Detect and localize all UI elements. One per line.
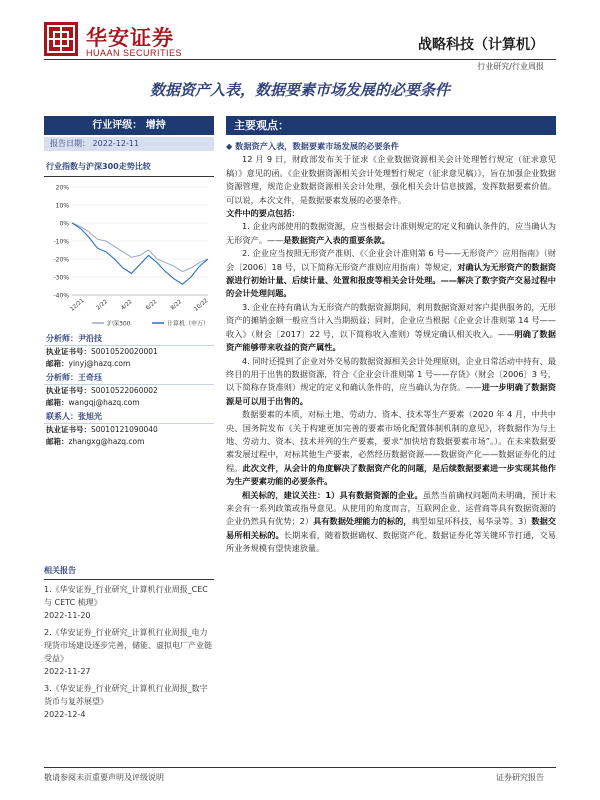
analyst-label: 分析师： (46, 334, 78, 343)
contact-name-row (44, 409, 214, 424)
y-tick-label: -20% (53, 256, 69, 264)
chart-title: 行业指数与沪深300走势比较 (46, 162, 151, 171)
email-link[interactable]: zhangxg@hazq.com (68, 437, 145, 446)
y-tick-label: 20% (55, 184, 69, 192)
paragraph-recommendations (226, 489, 556, 556)
cert-label: 执业证书号： (46, 425, 91, 434)
point-1-text: 1. 企业内部使用的数据资源，应当根据会计准则规定的定义和确认条件的，应当确认为无形资产。—— (226, 221, 556, 245)
report-date (44, 137, 214, 151)
related-report-text[interactable]: 2.《华安证券_行业研究_计算机行业周报_电力现货市场建设逐步完善，储能、虚拟电厂产业链受益》 (44, 628, 212, 663)
related-report-item[interactable] (44, 682, 214, 721)
related-reports-list (44, 583, 214, 725)
report-date-label: 报告日期： (50, 139, 90, 148)
analyst-section (44, 331, 214, 448)
related-report-item[interactable] (44, 583, 214, 622)
email-label: 邮箱： (46, 437, 69, 446)
related-report-date: 2022-12-4 (44, 710, 86, 719)
x-tick-label: 12/21 (69, 297, 86, 313)
points-subhead (226, 207, 556, 220)
paragraph-intro: 12 月 9 日，财政部发布关于征求《企业数据资源相关会计处理暂行规定（征求意见稿）》意见的函。《企业数据资源相关会计处理暂行规定（征求意见稿）》，旨在加强企业数据资源管理，规范企业数据资源相关会计处理，强化相关会计信息披露，发挥数据要素价值。可以说，本次文件，是数据要素发展的必要条件。 (226, 154, 556, 205)
paragraph-data-elements-emphasis: 此次文件，从会计的角度解决了数据资产化的问题，是后续数据要素进一步实现其他作为生产要素功能的必要条件。 (226, 462, 556, 487)
cert-number: S0010121090040 (91, 425, 158, 434)
analyst-name: 尹沿技 (78, 334, 102, 343)
point-3-emphasis: 明确了数据资产能够带来收益的资产属性。 (226, 328, 556, 353)
contact-email (44, 436, 214, 448)
report-body (226, 140, 556, 556)
point-1-emphasis: 是数据资产入表的重要条款。 (283, 234, 390, 245)
logo-text-cn: 华安证券 (86, 25, 174, 50)
point-3 (226, 301, 556, 355)
paragraph-data-elements (226, 408, 556, 488)
legend-label: 计算机（申万） (167, 320, 210, 328)
contact-name: 张旭光 (78, 412, 102, 421)
x-tick-label: 10/22 (193, 297, 210, 313)
point-1 (226, 220, 556, 247)
contact-label: 联系人： (46, 412, 78, 421)
industry-rating: 行业评级： 增持 (44, 116, 214, 135)
analyst-1-cert (44, 346, 214, 358)
footer-disclaimer: 敬请参阅末页重要声明及评级说明 (44, 773, 164, 782)
y-tick-label: -10% (53, 238, 69, 246)
email-link[interactable]: yinyj@hazq.com (68, 359, 131, 368)
rec-1: 具有数据资源的企业。 (339, 489, 423, 500)
x-tick-label: 2/22 (95, 298, 109, 312)
diamond-bullet-icon: ◆ (226, 141, 236, 151)
header-subtitle: 行业研究/行业周报 (477, 62, 544, 71)
series-line-1 (72, 223, 208, 284)
related-report-text[interactable]: 3.《华安证券_行业研究_计算机行业周报_数字货币与复苏展望》 (44, 684, 208, 706)
point-4 (226, 355, 556, 409)
bullet-title: 数据资产入表，数据要素市场发展的必要条件 (235, 141, 399, 151)
point-4-text: 4. 同时还提到了企业对外交易的数据资源相关会计处理原则，企业日常活动中持有、最终目的用于出售的数据资源，符合《企业会计准则第 1 号——存货》（财会〔2006〕3 号，以下简称存货准则）规定的定义和确认条件的，应当确认为存货。—— (226, 355, 556, 393)
rec-2: 具有数据处理能力的标的， (313, 516, 412, 527)
report-header (0, 0, 600, 72)
point-4-emphasis: 进一步明确了数据资源是可以用于出售的。 (226, 382, 556, 406)
contact-cert (44, 424, 214, 436)
left-sidebar (44, 116, 214, 448)
point-3-text: 3. 企业在持有确认为无形资产的数据资源期间，利用数据资源对客户提供服务的，无形资产的摊销金额一般应当计入当期损益；同时，企业应当根据《企业会计准则第 14 号——收入》（财会〔2017〕22 号，以下简称收入准则）等规定确认相关收入。—— (226, 301, 556, 339)
paragraph-data-elements-text: 数据要素的本质，对标土地、劳动力、资本、技术等生产要素（2020 年 4 月，中共中央、国务院发布《关于构建更加完善的要素市场化配置体制机制的意见》，将数据作为与土地、劳动力、资本、技术并列的生产要素，要求“加快培育数据要素市场”。）。在未来数据要素发展过程中，对标其他生产要素，必然经历数据资源——数据资产化——数据证券化的过程。 (226, 409, 556, 473)
rec-3-text: 长期来看，随着数据确权、数据资产化、数据证券化等关键环节打通，交易所业务规模有望快速放量。 (226, 529, 556, 554)
analyst-2-email (44, 397, 214, 409)
point-2 (226, 247, 556, 301)
cert-label: 执业证书号： (46, 386, 91, 395)
analyst-1-email (44, 358, 214, 370)
logo-text-en: HUAAN SECURITIES (86, 48, 183, 58)
y-tick-label: 10% (55, 202, 69, 210)
bullet-heading (226, 140, 556, 153)
related-report-date: 2022-11-27 (44, 667, 91, 676)
index-comparison-chart (44, 176, 214, 331)
rec-1-text: 虽然当前确权问题尚未明确，预计未来会有一系列政策或指导意见。从使用的角度而言，互联网企业、运营商等具有数据资源的企业仍然具有优势；2） (226, 489, 556, 527)
analyst-name: 王奇珏 (78, 373, 102, 382)
report-date-value: 2022-12-11 (92, 139, 140, 148)
y-tick-label: 0% (59, 220, 69, 228)
analyst-1-name-row (44, 331, 214, 346)
x-tick-label: 6/22 (145, 298, 159, 312)
email-label: 邮箱： (46, 398, 69, 407)
header-title: 战略科技（计算机） (418, 37, 544, 53)
point-2-emphasis: 对确认为无形资产的数据资源进行初始计量、后续计量、处置和报废等相关会计处理。——解决了数字资产交易过程中的会计处理问题。 (226, 261, 556, 299)
points-subhead-text: 文件中的要点包括： (226, 208, 300, 219)
header-divider (44, 59, 556, 60)
related-reports-title: 相关报告 (44, 565, 214, 580)
cert-label: 执业证书号： (46, 347, 91, 356)
footer-label: 证券研究报告 (496, 773, 544, 782)
email-link[interactable]: wangqj@hazq.com (68, 398, 140, 407)
related-report-item[interactable] (44, 626, 214, 678)
related-report-date: 2022-11-20 (44, 611, 91, 620)
footer-divider (44, 767, 556, 768)
report-title: 数据资产入表，数据要素市场发展的必要条件 (149, 81, 450, 99)
key-points-header: 主要观点： (226, 116, 556, 135)
y-tick-label: -30% (53, 274, 69, 282)
cert-number: S0010520020001 (91, 347, 158, 356)
x-tick-label: 4/22 (120, 298, 134, 312)
x-tick-label: 8/22 (169, 298, 184, 312)
rec-3: 数据交易所相关标的。 (226, 516, 556, 540)
legend-label: 沪深300 (107, 320, 131, 328)
rec-lead: 相关标的，建议关注：1） (242, 489, 340, 500)
chart-svg (44, 177, 214, 332)
huaan-logo-icon (44, 22, 78, 56)
main-content (226, 116, 556, 556)
email-label: 邮箱： (46, 359, 69, 368)
analyst-2-name-row (44, 370, 214, 385)
y-tick-label: -40% (53, 292, 69, 300)
related-report-text[interactable]: 1.《华安证券_行业研究_计算机行业周报_CEC 与 CETC 梳理》 (44, 585, 208, 607)
analyst-2-cert (44, 385, 214, 397)
analyst-label: 分析师： (46, 373, 78, 382)
cert-number: S0010522060002 (91, 386, 158, 395)
point-2-text: 2. 企业应当按照无形资产准则、《〈企业会计准则第 6 号——无形资产〉应用指南》（财会〔2006〕18 号，以下简称无形资产准则应用指南）等规定， (226, 248, 556, 272)
rec-2-text: 典型如星环科技、易华录等。3） (411, 516, 532, 527)
